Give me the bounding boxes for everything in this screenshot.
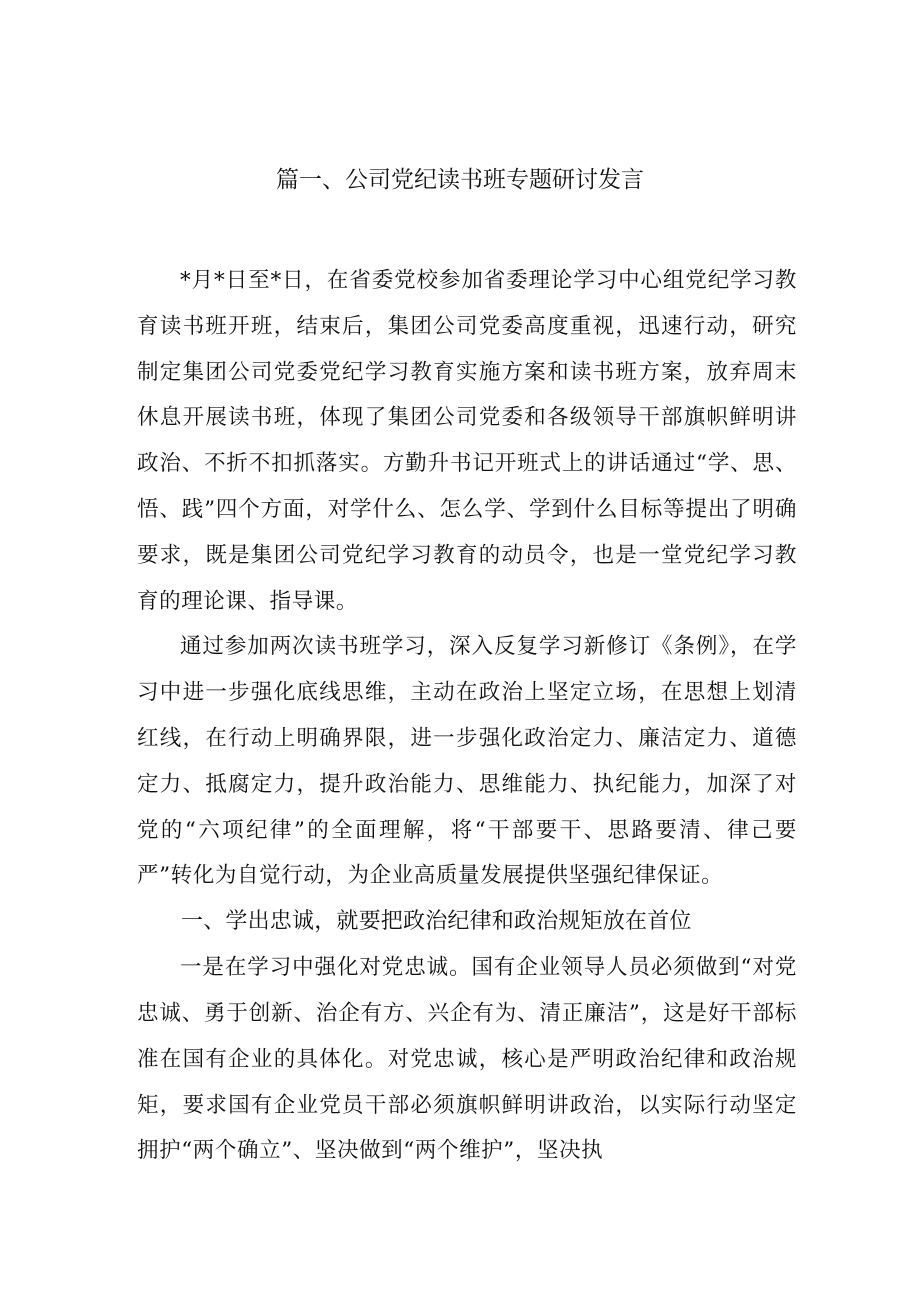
paragraph-study: 通过参加两次读书班学习，深入反复学习新修订《条例》，在学习中进一步强化底线思维，主动在政治上坚定立场，在思想上划清红线，在行动上明确界限，进一步强化政治定力、廉洁定力、道德定力、抵腐定力，提升政治能力、思维能力、执纪能力，加深了对党的“六项纪律”的全面理解，将“干部要干、思路要清、律己要严”转化为自觉行动，为企业高质量发展提供坚强纪律保证。: [137, 634, 797, 889]
paragraph-section-one: 一是在学习中强化对党忠诚。国有企业领导人员必须做到“对党忠诚、勇于创新、治企有方、兴企有为、清正廉洁”，这是好干部标准在国有企业的具体化。对党忠诚，核心是严明政治纪律和政治规矩，要求国有企业党员干部必须旗帜鲜明讲政治，以实际行动坚定拥护“两个确立”、坚决做到“两个维护”，坚决执: [137, 955, 797, 1164]
document-body: [137, 258, 797, 1174]
section-heading: 一、学出忠诚，就要把政治纪律和政治规矩放在首位: [181, 909, 692, 935]
paragraph-intro: *月*日至*日，在省委党校参加省委理论学习中心组党纪学习教育读书班开班，结束后，集团公司党委高度重视，迅速行动，研究制定集团公司党委党纪学习教育实施方案和读书班方案，放弃周末休息开展读书班，体现了集团公司党委和各级领导干部旗帜鲜明讲政治、不折不扣抓落实。方勤升书记开班式上的讲话通过“学、思、悟、践”四个方面，对学什么、怎么学、学到什么目标等提出了明确要求，既是集团公司党纪学习教育的动员令，也是一堂党纪学习教育的理论课、指导课。: [137, 268, 797, 614]
document-title: 篇一、公司党纪读书班专题研讨发言: [276, 167, 644, 193]
